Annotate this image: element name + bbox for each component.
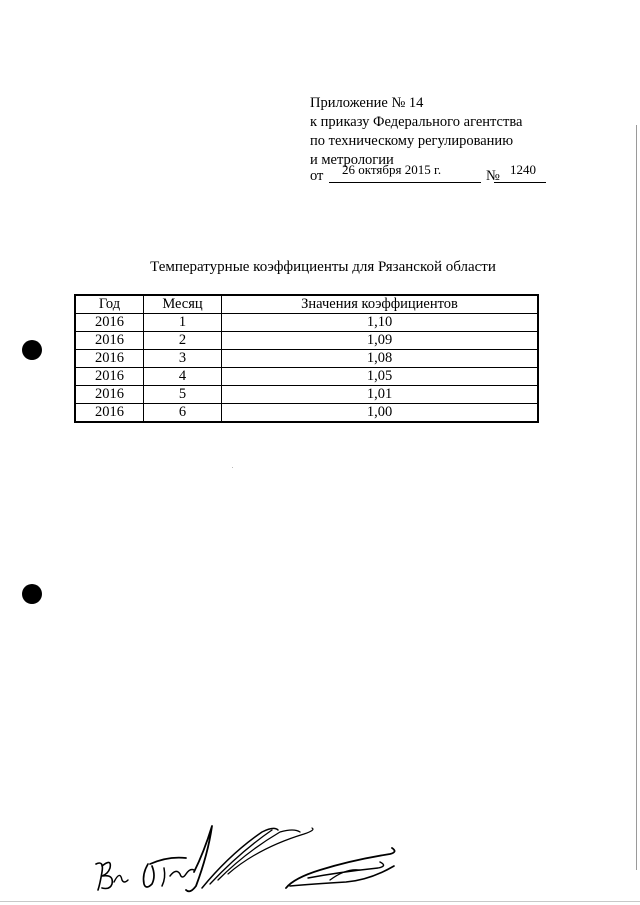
scan-edge-line-bottom <box>0 901 640 902</box>
coefficient-cell: 1,00 <box>222 404 539 423</box>
order-number-field <box>494 163 546 183</box>
appendix-line: к приказу Федерального агентства <box>310 114 523 130</box>
number-sign: № <box>486 168 500 184</box>
order-reference-line <box>310 163 550 187</box>
table-row <box>75 350 538 368</box>
month-cell: 6 <box>144 404 222 423</box>
order-date-field <box>329 163 481 183</box>
table-row <box>75 404 538 423</box>
year-cell: 2016 <box>75 350 144 368</box>
table-header-row <box>75 295 538 314</box>
appendix-line: по техническому регулированию <box>310 133 514 149</box>
document-title: Температурные коэффициенты для Рязанской области <box>150 259 496 275</box>
order-number-value: 1240 <box>510 162 536 177</box>
column-header-month: Месяц <box>144 295 222 314</box>
coefficient-cell: 1,08 <box>222 350 539 368</box>
coefficient-cell: 1,10 <box>222 314 539 332</box>
table-row <box>75 386 538 404</box>
month-cell: 1 <box>144 314 222 332</box>
month-cell: 2 <box>144 332 222 350</box>
appendix-header <box>310 94 522 170</box>
coefficient-cell: 1,09 <box>222 332 539 350</box>
month-cell: 3 <box>144 350 222 368</box>
year-cell: 2016 <box>75 314 144 332</box>
handwritten-signatures <box>90 824 410 896</box>
coefficients-table <box>74 294 539 423</box>
scan-edge-line <box>636 125 637 870</box>
appendix-line: Приложение № 14 <box>310 95 424 111</box>
column-header-year: Год <box>75 295 144 314</box>
year-cell: 2016 <box>75 404 144 423</box>
column-header-value: Значения коэффициентов <box>222 295 539 314</box>
table-row <box>75 314 538 332</box>
year-cell: 2016 <box>75 368 144 386</box>
punch-hole-mark <box>22 340 42 360</box>
order-date-value: 26 октября 2015 г. <box>342 162 442 177</box>
table-row <box>75 368 538 386</box>
from-label: от <box>310 168 324 184</box>
table-row <box>75 332 538 350</box>
coefficient-cell: 1,01 <box>222 386 539 404</box>
month-cell: 4 <box>144 368 222 386</box>
year-cell: 2016 <box>75 386 144 404</box>
scan-speck <box>232 467 233 468</box>
month-cell: 5 <box>144 386 222 404</box>
punch-hole-mark <box>22 584 42 604</box>
coefficient-cell: 1,05 <box>222 368 539 386</box>
year-cell: 2016 <box>75 332 144 350</box>
appendix-line: и метрологии <box>310 152 394 168</box>
